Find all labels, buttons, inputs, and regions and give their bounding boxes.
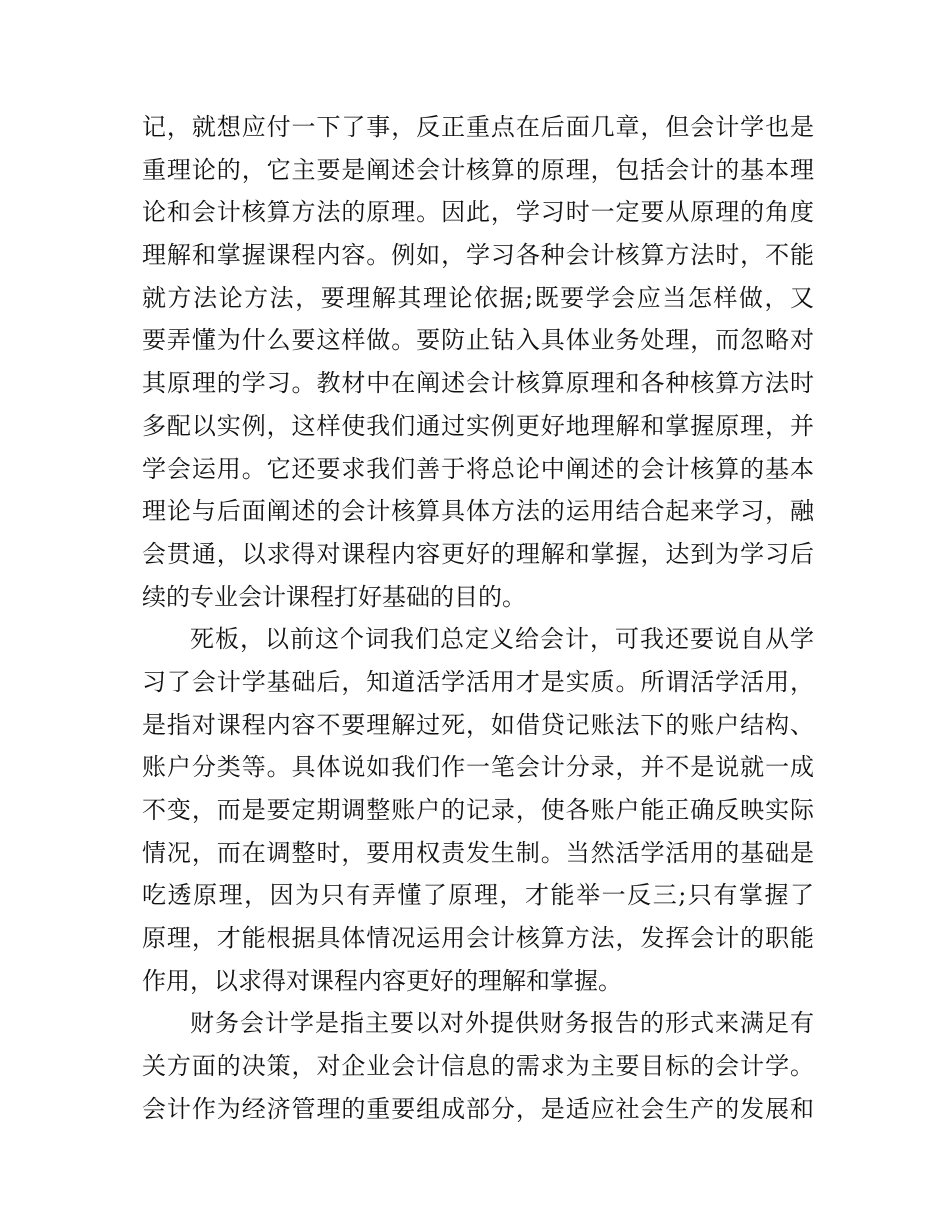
text-line: 多配以实例，这样使我们通过实例更好地理解和掌握原理，并 bbox=[142, 411, 814, 440]
text-line: 理解和掌握课程内容。例如，学习各种会计核算方法时，不能 bbox=[142, 241, 814, 270]
text-line: 理论与后面阐述的会计核算具体方法的运用结合起来学习，融 bbox=[142, 497, 814, 526]
text-line: 作用，以求得对课程内容更好的理解和掌握。 bbox=[142, 966, 622, 995]
text-line: 会计作为经济管理的重要组成部分，是适应社会生产的发展和 bbox=[142, 1094, 814, 1123]
text-line: 记，就想应付一下了事，反正重点在后面几章，但会计学也是 bbox=[142, 113, 814, 141]
document-body bbox=[142, 106, 814, 1131]
text-line: 死板，以前这个词我们总定义给会计，可我还要说自从学 bbox=[190, 625, 814, 654]
text-line: 习了会计学基础后，知道活学活用才是实质。所谓活学活用， bbox=[142, 667, 814, 696]
text-line: 会贯通，以求得对课程内容更好的理解和掌握，达到为学习后 bbox=[142, 539, 814, 568]
text-line: 财务会计学是指主要以对外提供财务报告的形式来满足有 bbox=[190, 1009, 814, 1038]
text-line: 论和会计核算方法的原理。因此，学习时一定要从原理的角度 bbox=[142, 198, 814, 227]
text-line: 不变，而是要定期调整账户的记录，使各账户能正确反映实际 bbox=[142, 796, 814, 824]
text-line: 重理论的，它主要是阐述会计核算的原理，包括会计的基本理 bbox=[142, 155, 814, 184]
text-line: 原理，才能根据具体情况运用会计核算方法，发挥会计的职能 bbox=[142, 924, 814, 953]
text-line: 情况，而在调整时，要用权责发生制。当然活学活用的基础是 bbox=[142, 838, 814, 867]
text-line: 吃透原理，因为只有弄懂了原理，才能举一反三;只有掌握了 bbox=[142, 881, 814, 910]
text-line: 续的专业会计课程打好基础的目的。 bbox=[142, 582, 526, 611]
paragraph-1 bbox=[142, 106, 814, 618]
text-line: 学会运用。它还要求我们善于将总论中阐述的会计核算的基本 bbox=[142, 454, 814, 483]
paragraph-3 bbox=[142, 1002, 814, 1130]
text-line: 账户分类等。具体说如我们作一笔会计分录，并不是说就一成 bbox=[142, 753, 814, 782]
text-line: 关方面的决策，对企业会计信息的需求为主要目标的会计学。 bbox=[142, 1052, 814, 1081]
text-line: 就方法论方法，要理解其理论依据;既要学会应当怎样做，又 bbox=[142, 283, 814, 312]
text-line: 其原理的学习。教材中在阐述会计核算原理和各种核算方法时 bbox=[142, 369, 814, 398]
paragraph-2 bbox=[142, 618, 814, 1002]
text-line: 是指对课程内容不要理解过死，如借贷记账法下的账户结构、 bbox=[142, 710, 814, 739]
text-line: 要弄懂为什么要这样做。要防止钻入具体业务处理，而忽略对 bbox=[142, 326, 814, 355]
